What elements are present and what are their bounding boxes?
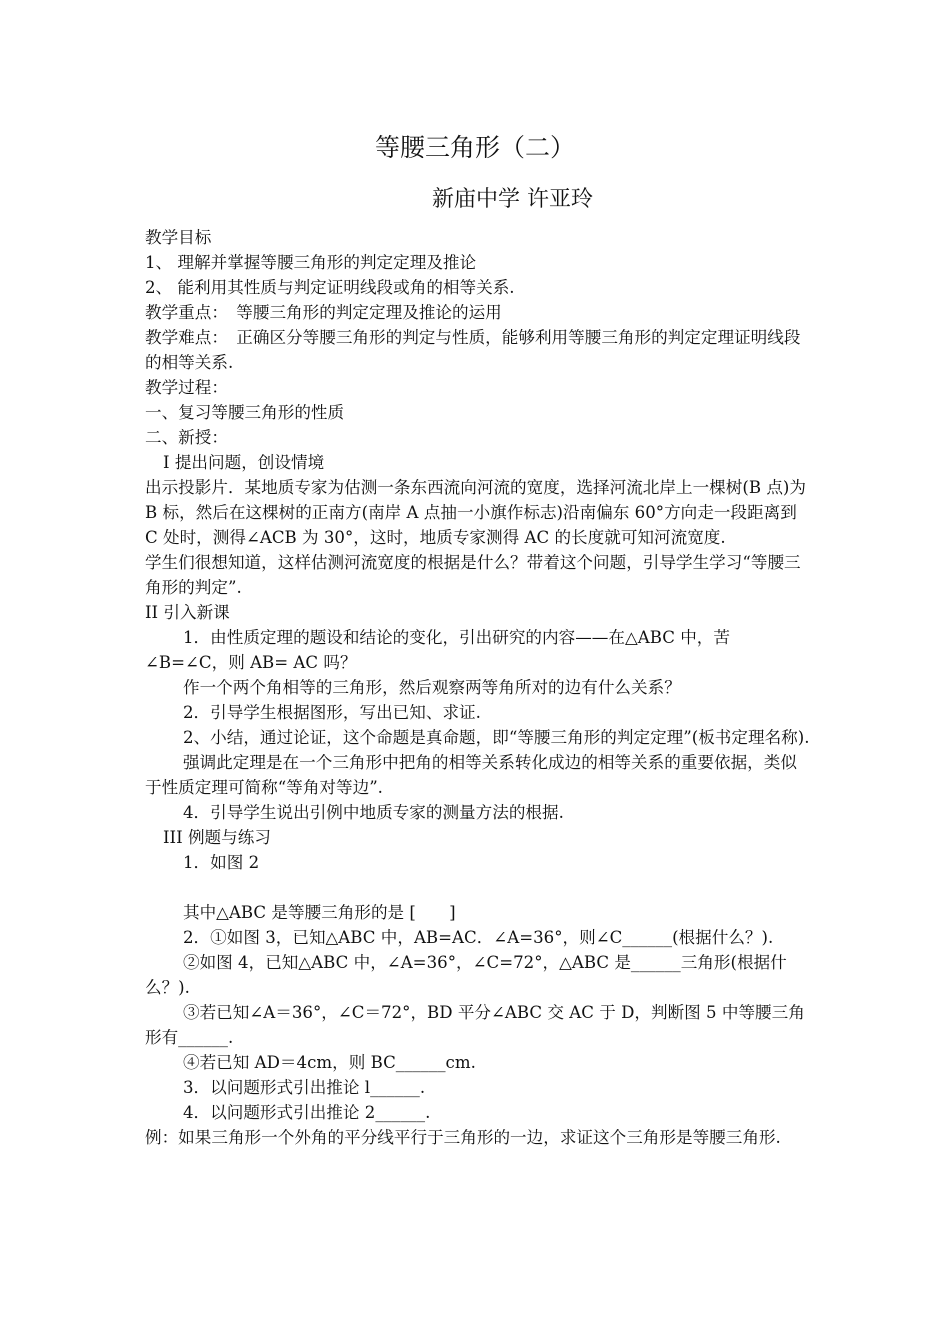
objective-item: 2、 能利用其性质与判定证明线段或角的相等关系. — [145, 278, 515, 297]
paragraph: 出示投影片．某地质专家为估测一条东西流向河流的宽度，选择河流北岸上一棵树(B 点)为 B 标，然后在这棵树的正南方(南岸 A 点抽一小旗作标志)沿南偏东 60°方向走一段距离到 C 处时，测得∠ACB 为 30°，这时，地质专家测得 AC 的长度就可知河流宽度. — [145, 478, 806, 547]
subsection-heading: III 例题与练习 — [163, 828, 271, 847]
paragraph: 作一个两个角相等的三角形，然后观察两等角所对的边有什么关系？ — [183, 678, 681, 697]
paragraph: 2．引导学生根据图形，写出已知、求证. — [183, 703, 481, 722]
figure-gap — [145, 875, 810, 900]
exercise-item: ②如图 4，已知△ABC 中，∠A=36°，∠C=72°，△ABC 是______三角形(根据什么？). — [145, 953, 787, 997]
exercise-item: ③若已知∠A＝36°，∠C＝72°，BD 平分∠ABC 交 AC 于 D，判断图 5 中等腰三角形有______. — [145, 1003, 805, 1047]
subsection-heading: I 提出问题，创设情境 — [163, 453, 325, 472]
exercise-item: 3．以问题形式引出推论 l______. — [183, 1078, 426, 1097]
document-body — [145, 225, 810, 1150]
subsection-heading: II 引入新课 — [145, 603, 230, 622]
document-title: 等腰三角形（二） — [374, 133, 575, 162]
process-step: 二、新授： — [145, 428, 228, 447]
exercise-item: 1．如图 2 — [183, 853, 260, 872]
exercise-item: 其中△ABC 是等腰三角形的是 [ ] — [183, 903, 456, 922]
paragraph: 4．引导学生说出引例中地质专家的测量方法的根据. — [183, 803, 564, 822]
paragraph: 学生们很想知道，这样估测河流宽度的根据是什么？带着这个问题，引导学生学习“等腰三角形的判定”. — [145, 553, 801, 597]
key-point: 教学重点： 等腰三角形的判定定理及推论的运用 — [145, 303, 502, 322]
exercise-item: 2．①如图 3，已知△ABC 中，AB=AC．∠A=36°，则∠C______(根据什么？). — [183, 928, 774, 947]
process-step: 一、复习等腰三角形的性质 — [145, 403, 345, 422]
difficult-point: 教学难点： 正确区分等腰三角形的判定与性质，能够利用等腰三角形的判定定理证明线段的相等关系. — [145, 328, 801, 372]
exercise-item: ④若已知 AD＝4cm，则 BC______cm. — [183, 1053, 476, 1072]
section-heading: 教学目标 — [145, 228, 212, 247]
author-line: 新庙中学 许亚玲 — [432, 187, 593, 212]
paragraph: 2、小结，通过论证，这个命题是真命题，即“等腰三角形的判定定理”(板书定理名称). — [183, 728, 810, 747]
example-paragraph: 例：如果三角形一个外角的平分线平行于三角形的一边，求证这个三角形是等腰三角形. — [145, 1128, 781, 1147]
paragraph: 1．由性质定理的题设和结论的变化，引出研究的内容——在△ABC 中，苦∠B=∠C，则 AB= AC 吗？ — [145, 628, 730, 672]
exercise-item: 4．以问题形式引出推论 2______. — [183, 1103, 431, 1122]
paragraph: 强调此定理是在一个三角形中把角的相等关系转化成边的相等关系的重要依据，类似于性质定理可简称“等角对等边”. — [145, 753, 797, 797]
section-heading: 教学过程： — [145, 378, 228, 397]
objective-item: 1、 理解并掌握等腰三角形的判定定理及推论 — [145, 253, 477, 272]
